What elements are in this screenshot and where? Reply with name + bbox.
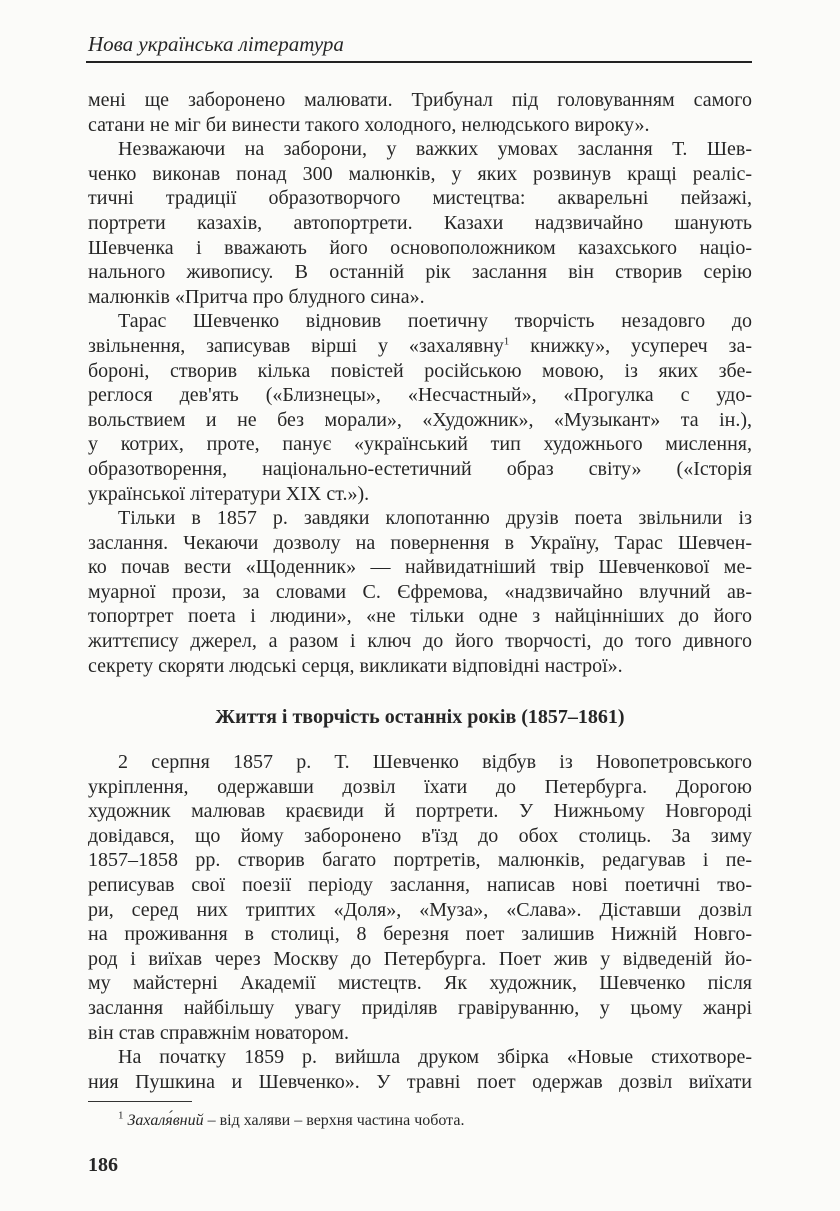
text-line: муарної прози, за словами С. Єфремова, «надзвичайно влучний ав-	[88, 580, 752, 603]
header-divider	[86, 61, 752, 63]
text-line: топортрет поета і людини», «не тільки одне з найцінніших до його	[88, 605, 752, 628]
text-line: реглося дев'ять («Близнецы», «Несчастный», «Прогулка с удо-	[88, 384, 752, 407]
text-line: Незважаючи на заборони, у важких умовах заслання Т. Шев-	[118, 138, 752, 161]
footnote	[118, 1109, 465, 1130]
page-number: 186	[88, 1154, 118, 1176]
text-line: Тільки в 1857 р. завдяки клопотанню друзів поета звільнили із	[118, 507, 752, 530]
text-line: нального живопису. В останній рік заслання він створив серію	[88, 261, 752, 284]
text-line: 2 серпня 1857 р. Т. Шевченко відбув із Новопетровського	[118, 751, 752, 773]
text-line: 1857–1858 рр. створив багато портретів, малюнків, редагував і пе-	[88, 849, 752, 872]
text-line: заслання. Чекаючи дозволу на повернення в Україну, Тарас Шевчен-	[88, 531, 752, 554]
text-line: української літератури XIX ст.»).	[88, 482, 370, 505]
section-heading: Життя і творчість останніх років (1857–1861)	[215, 706, 625, 728]
text-line: На початку 1859 р. вийшла друком збірка «Новые стихотворе-	[118, 1046, 752, 1069]
body-text-top	[88, 88, 752, 678]
text-line: сатани не міг би винести такого холодного, нелюдського вироку».	[88, 113, 650, 136]
text-line: тичні традиції образотворчого мистецтва: акварельні пейзажі,	[88, 187, 752, 210]
text-line: род і виїхав через Москву до Петербурга. Поет жив у відведеній йо-	[88, 947, 752, 970]
text-line: портрети казахів, автопортрети. Казахи надзвичайно шанують	[88, 211, 752, 234]
text-line: реписував свої поезії періоду заслання, написав нові поетичні тво-	[88, 873, 752, 896]
text-line: життєпису джерел, а разом і ключ до його творчості, до того дивного	[88, 630, 752, 653]
text-line: ченко виконав понад 300 малюнків, у яких розвинув кращі реаліс-	[88, 162, 752, 185]
footnote-mark: 1	[118, 1109, 124, 1122]
text-line: малюнків «Притча про блудного сина».	[88, 285, 425, 308]
text-line: вольствием и не без морали», «Художник», «Музыкант» та ін.),	[88, 408, 752, 431]
text-fragment: звільнення, записував вірші у «захалявну	[88, 334, 504, 357]
text-fragment: книжку», усупереч за-	[509, 334, 752, 357]
text-line: му майстерні Академії мистецтв. Як художник, Шевченко після	[88, 972, 752, 995]
text-line: художник малював краєвиди й портрети. У Нижньому Новгороді	[88, 800, 752, 823]
text-line: секрету скоряти людські серця, викликати відповідні настрої».	[88, 654, 623, 677]
footnote-divider	[88, 1101, 192, 1102]
footnote-text: – від халяви – верхня частина чобота.	[203, 1112, 465, 1129]
footnote-term: Захаля́вний	[127, 1112, 204, 1129]
text-line: укріплення, одержавши дозвіл їхати до Петербурга. Дорогою	[88, 775, 752, 798]
footnote-ref: 1	[503, 335, 510, 348]
text-line: ко почав вести «Щоденник» — найвидатніший твір Шевченкової ме-	[88, 556, 752, 579]
text-line: Тарас Шевченко відновив поетичну творчість незадовго до	[118, 310, 752, 333]
text-line: ри, серед них триптих «Доля», «Муза», «Слава». Діставши дозвіл	[88, 898, 752, 921]
text-line: на проживання в столиці, 8 березня поет залишив Нижній Новго-	[88, 923, 752, 946]
running-header: Нова українська література	[88, 32, 344, 56]
text-line: довідався, що йому заборонено в'їзд до обох столиць. За зиму	[88, 824, 752, 847]
text-line: він став справжнім новатором.	[88, 1021, 349, 1044]
text-line: заслання найбільшу увагу приділяв гравіруванню, у цьому жанрі	[88, 996, 752, 1019]
text-line: Шевченка і вважають його основоположником казахського націо-	[88, 236, 752, 259]
text-line: бороні, створив кілька повістей російською мовою, із яких збе-	[88, 359, 752, 382]
text-line: у котрих, проте, панує «український тип художнього мислення,	[88, 433, 752, 456]
text-line: образотворення, національно-естетичний образ світу» («Історія	[88, 457, 752, 480]
body-text-bottom	[88, 750, 752, 1094]
text-line: мені ще заборонено малювати. Трибунал під головуванням самого	[88, 89, 752, 111]
text-line	[88, 334, 752, 359]
text-line: ния Пушкина и Шевченко». У травні поет одержав дозвіл виїхати	[88, 1070, 752, 1093]
